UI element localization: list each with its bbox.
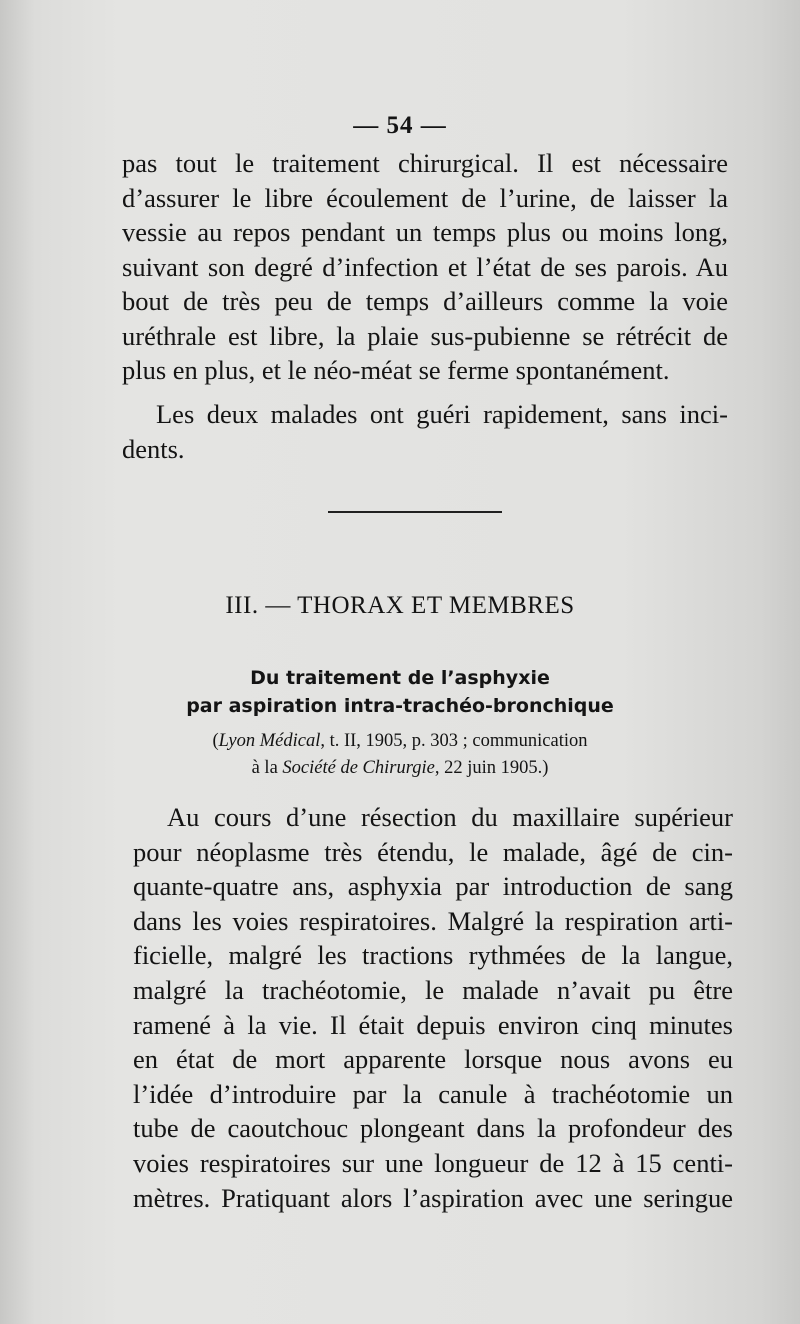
citation-open-paren: ( (212, 731, 219, 751)
article-title (0, 664, 800, 720)
paragraph-outcome (122, 397, 728, 466)
citation-line (0, 755, 800, 782)
text-line: quante-quatre ans, asphyxia par introduction de sang (133, 871, 733, 902)
citation-journal: Lyon Médical (218, 731, 321, 751)
article-title-line: Du traitement de l’asphyxie (250, 667, 550, 689)
section-divider (328, 511, 502, 513)
citation-details: , t. II, 1905, p. 303 ; communication (320, 731, 588, 751)
citation-date: , 22 juin 1905.) (434, 758, 549, 778)
text-line: l’idée d’introduire par la canule à trachéotomie un (133, 1078, 733, 1109)
text-line: suivant son degré d’infection et l’état de ses parois. Au (122, 251, 728, 282)
citation-prefix: à la (251, 758, 283, 778)
text-line: pas tout le traitement chirurgical. Il est nécessaire (122, 148, 728, 178)
section-heading: III. — THORAX ET MEMBRES (225, 592, 575, 619)
text-line: Les deux malades ont guéri rapidement, sans inci- (156, 399, 728, 429)
text-line: Au cours d’une résection du maxillaire supérieur (167, 802, 733, 832)
text-line: dans les voies respiratoires. Malgré la respiration arti- (133, 905, 733, 936)
paragraph-urine-drainage (122, 146, 728, 388)
paragraph-case-report (133, 800, 733, 1215)
text-line: d’assurer le libre écoulement de l’urine, de laisser la (122, 182, 728, 213)
text-line: dents. (122, 433, 185, 464)
text-line: uréthrale est libre, la plaie sus-pubienne se rétrécit de (122, 320, 728, 351)
text-line: tube de caoutchouc plongeant dans la profondeur des (133, 1113, 733, 1144)
text-line: malgré la trachéotomie, le malade n’avait pu être (133, 974, 733, 1005)
article-citation (0, 728, 800, 782)
text-line: vessie au repos pendant un temps plus ou moins long, (122, 217, 728, 247)
text-line: bout de très peu de temps d’ailleurs comme la voie (122, 286, 728, 316)
text-line: ramené à la vie. Il était depuis environ cinq minutes (133, 1009, 733, 1040)
citation-line (0, 728, 800, 755)
text-line: en état de mort apparente lorsque nous avons eu (133, 1044, 733, 1075)
citation-society: Société de Chirurgie (282, 758, 435, 778)
text-line: plus en plus, et le néo-méat se ferme spontanément. (122, 355, 670, 385)
page-number: — 54 — (353, 112, 447, 139)
article-title-line: par aspiration intra-trachéo-bronchique (186, 695, 614, 717)
text-line: pour néoplasme très étendu, le malade, âgé de cin- (133, 836, 733, 867)
text-line: voies respiratoires sur une longueur de 12 à 15 centi- (133, 1147, 733, 1178)
text-line: ficielle, malgré les tractions rythmées de la langue, (133, 940, 733, 971)
text-line: mètres. Pratiquant alors l’aspiration avec une seringue (133, 1182, 733, 1213)
